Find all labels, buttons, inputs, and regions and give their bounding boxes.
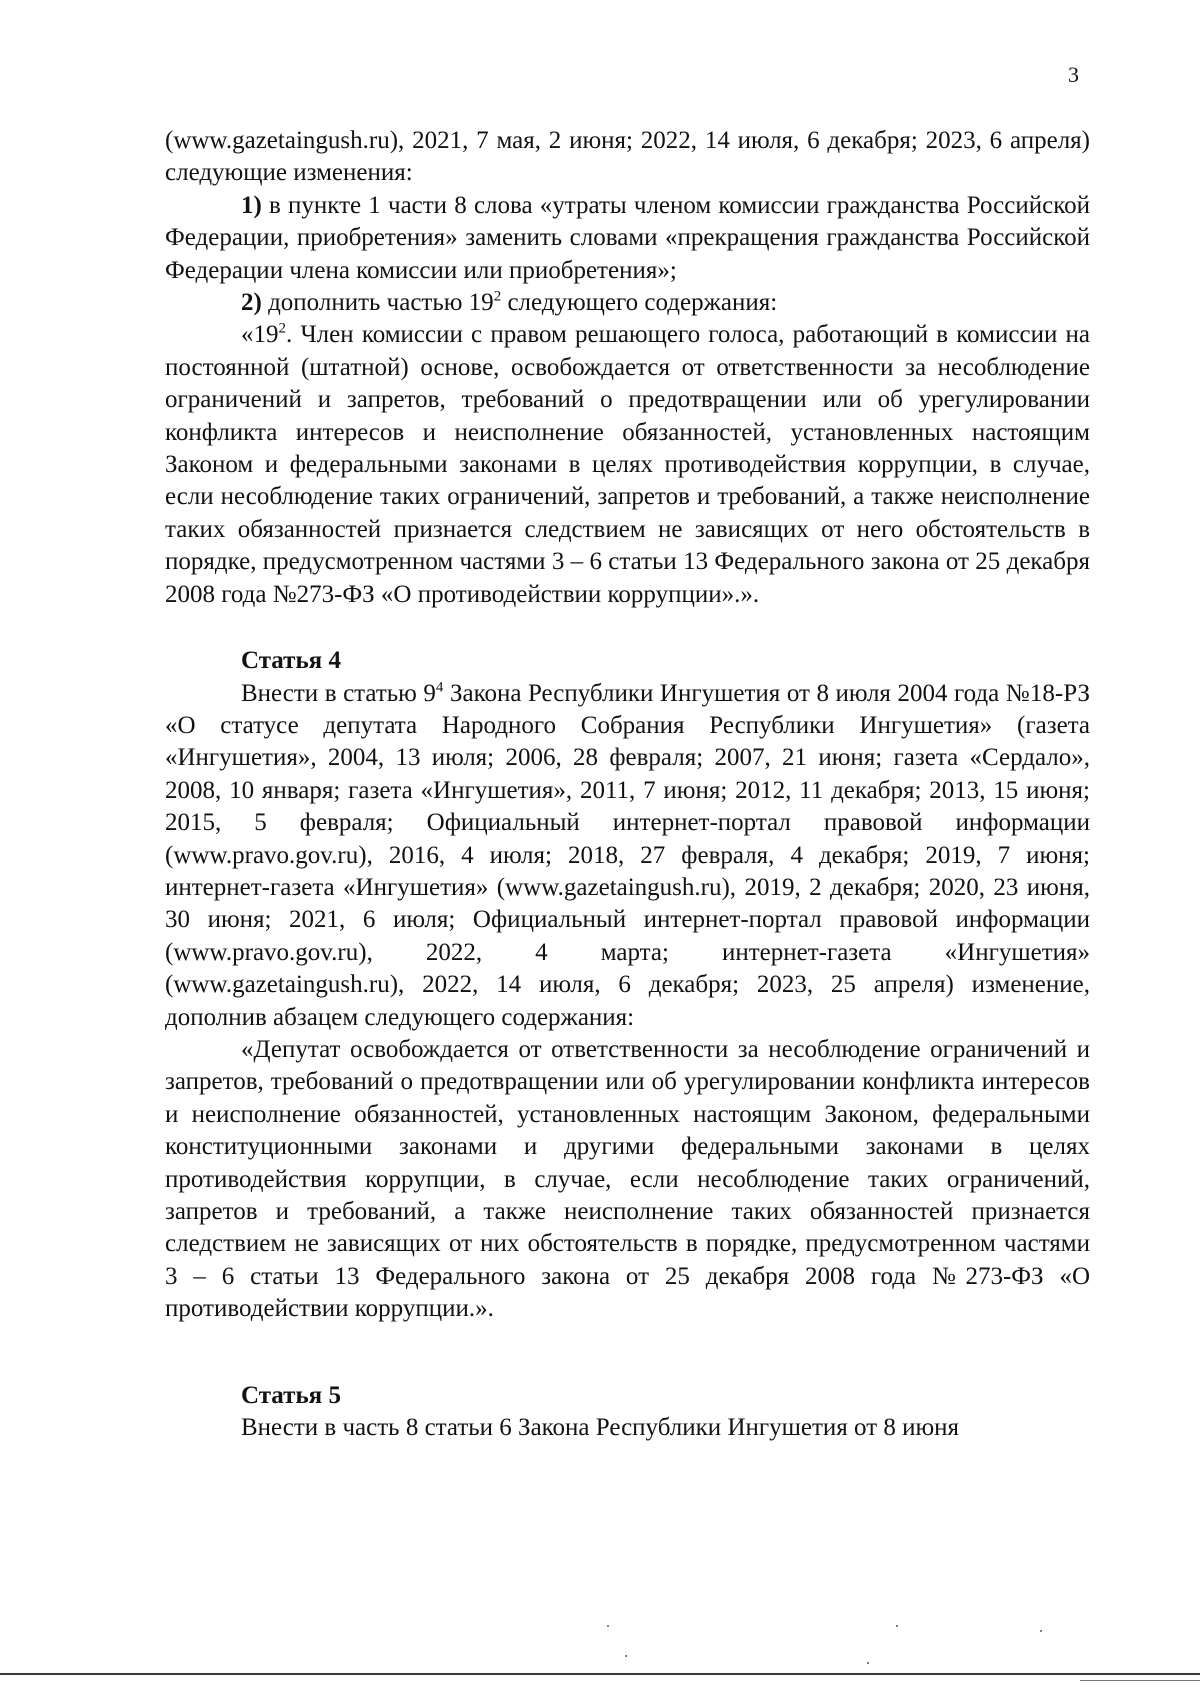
paragraph-text: Закона Республики Ингушетия от 8 июля 2004 года №18-РЗ «О статусе депутата Народного Собрания Республики Ингушетия» (газета «Ингушетия», 2004, 13 июля; 2006, 28 февраля; 2007, 21 июня; газета «Сердало», 2008, 10 января; газета «Ингушетия», 2011, 7 июня; 2012, 11 декабря; 2013, 15 июня; 2015, 5 февраля; Официальный интернет-портал правовой информации (www.pravo.gov.ru), 2016, 4 июля; 2018, 27 февраля, 4 декабря; 2019, 7 июня; интернет-газета «Ингушетия» (www.gazetaingush.ru), 2019, 2 декабря; 2020, 23 июня, 30 июня; 2021, 6 июля; Официальный интернет-портал правовой информации (www.pravo.gov.ru), 2022, 4 марта; интернет-газета «Ингушетия» (www.gazetaingush.ru), 2022, 14 июля, 6 декабря; 2023, 25 апреля) изменение, дополнив абзацем следующего содержания: bbox=[165, 679, 1090, 1031]
list-item-text: в пункте 1 части 8 слова «утраты членом комиссии гражданства Российской Федерации, приобретения» заменить словами «прекращения гражданства Российской Федерации члена комиссии или приобретения»; bbox=[165, 191, 1090, 284]
article-heading: Статья 5 bbox=[241, 1381, 341, 1409]
superscript: 2 bbox=[493, 288, 502, 305]
scan-speck bbox=[896, 1625, 898, 1627]
list-item-number: 2) bbox=[241, 289, 262, 317]
quote-text: «19 bbox=[241, 321, 279, 349]
page-number: 3 bbox=[1068, 62, 1079, 87]
scan-speck bbox=[867, 1662, 869, 1664]
quoted-paragraph: «Депутат освобождается от ответственности за несоблюдение ограничений и запретов, требований о предотвращении или об урегулировании конфликта интересов и неисполнение обязанностей, установленных настоящим Законом, федеральными конституционными законами и другими федеральными законами в целях противодействия коррупции, в случае, если несоблюдение таких ограничений, запретов и требований, а также неисполнение таких обязанностей признается следствием не зависящих от них обстоятельств в порядке, предусмотренном частями 3 – 6 статьи 13 Федерального закона от 25 декабря 2008 года №273-ФЗ «О противодействии коррупции.». bbox=[165, 1035, 1090, 1323]
scan-speck bbox=[607, 1625, 609, 1627]
scan-edge-line bbox=[0, 1673, 1200, 1675]
article-4 bbox=[165, 645, 1090, 1326]
superscript: 4 bbox=[435, 679, 444, 696]
article-5 bbox=[165, 1380, 1090, 1445]
superscript: 2 bbox=[278, 321, 286, 338]
paragraph-intro: (www.gazetaingush.ru), 2021, 7 мая, 2 июня; 2022, 14 июля, 6 декабря; 2023, 6 апреля) следующие изменения: bbox=[165, 127, 1090, 187]
list-item-1 bbox=[165, 190, 1090, 287]
article-heading: Статья 4 bbox=[241, 647, 341, 675]
paragraph-text: Внести в статью 9 bbox=[241, 679, 436, 707]
list-item-text: следующего содержания: bbox=[501, 289, 778, 317]
list-item-number: 1) bbox=[241, 191, 262, 219]
scan-speck bbox=[1040, 1630, 1042, 1632]
amendments-continued bbox=[165, 125, 1090, 611]
document-body bbox=[165, 125, 1090, 1444]
article-paragraph bbox=[165, 678, 1090, 1034]
list-item-text: дополнить частью 19 bbox=[261, 289, 494, 317]
article-paragraph: Внести в часть 8 статьи 6 Закона Республики Ингушетия от 8 июня bbox=[241, 1414, 960, 1442]
quote-text: . Член комиссии с правом решающего голоса, работающий в комиссии на постоянной (штатной) основе, освобождается от ответственности за несоблюдение ограничений и запретов, требований о предотвращении или об урегулировании конфликта интересов и неисполнение обязанностей, установленных настоящим Законом и федеральными законами в целях противодействия коррупции, в случае, если несоблюдение таких ограничений, запретов и требований, а также неисполнение таких обязанностей признается следствием не зависящих от него обстоятельств в порядке, предусмотренном частями 3 – 6 статьи 13 Федерального закона от 25 декабря 2008 года №273-ФЗ «О противодействии коррупции».». bbox=[165, 321, 1090, 608]
scan-edge-line bbox=[1080, 1680, 1200, 1681]
list-item-2 bbox=[165, 287, 1090, 319]
quoted-amendment bbox=[165, 319, 1090, 611]
scan-speck bbox=[625, 1655, 627, 1657]
